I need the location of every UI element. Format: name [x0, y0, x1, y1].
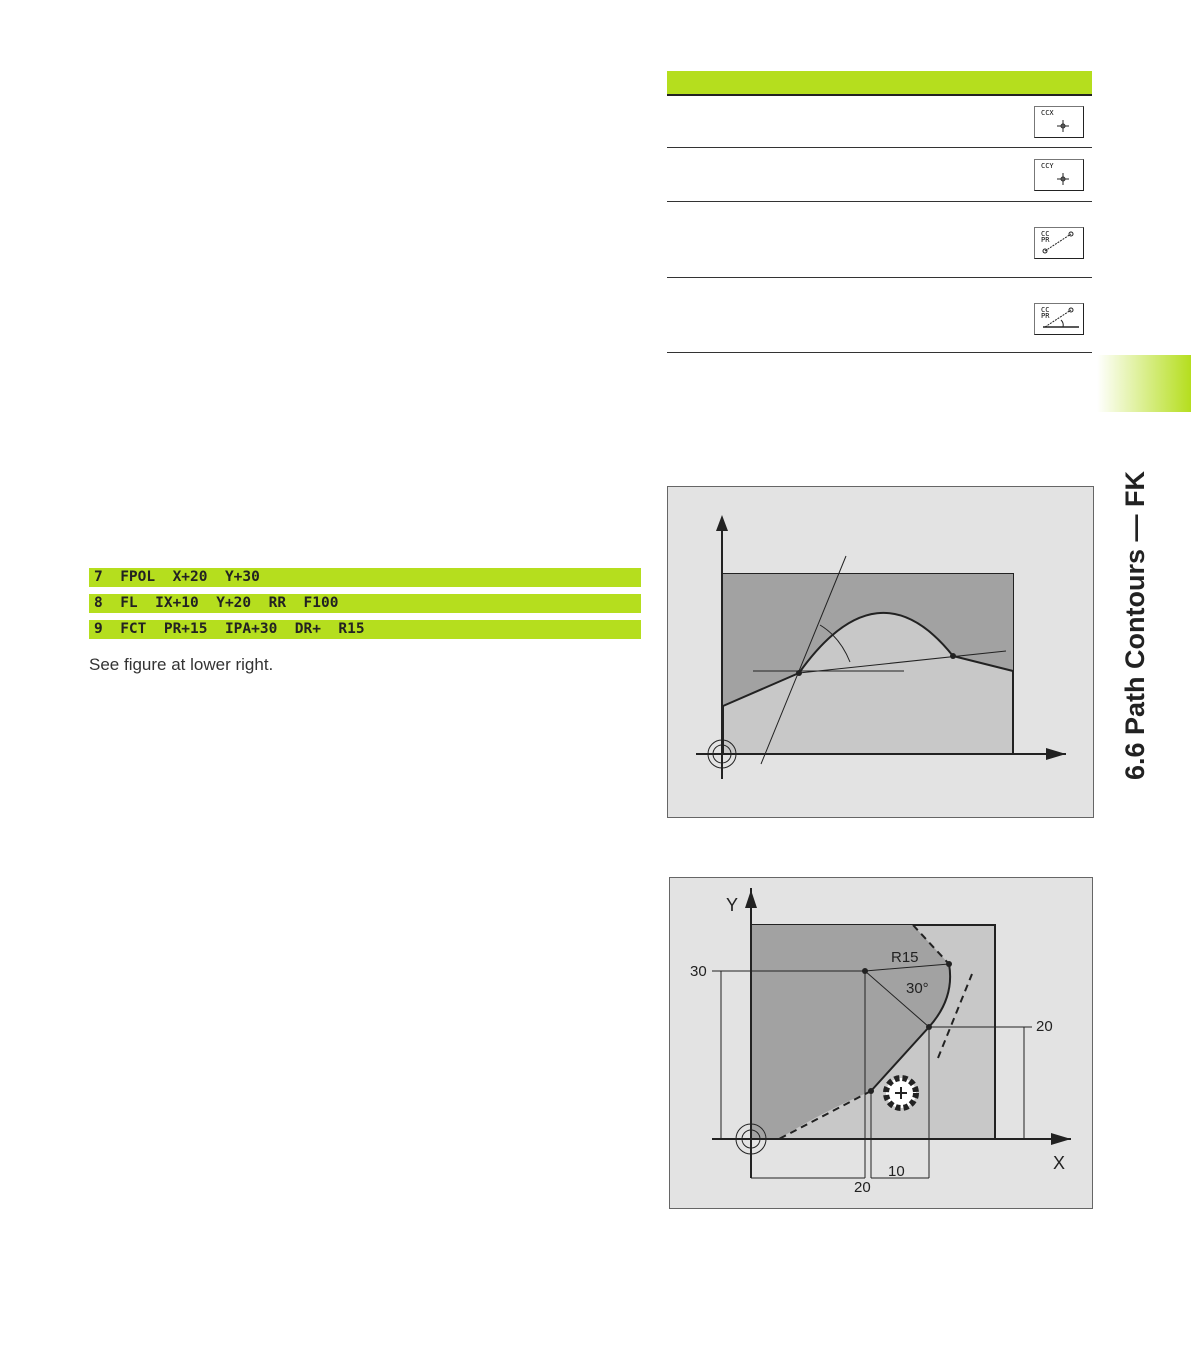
- x-axis-label: X: [1053, 1153, 1066, 1173]
- chapter-tab: [1097, 355, 1191, 412]
- angle-label: 30°: [906, 980, 929, 997]
- ccx-softkey-icon[interactable]: [1034, 106, 1084, 138]
- dim-10: 10: [888, 1163, 905, 1180]
- softkey-label: CCX: [1041, 109, 1054, 117]
- table-header: [667, 71, 1092, 96]
- cc-pr-angle-softkey-icon[interactable]: [1034, 303, 1084, 335]
- code-line: 7 FPOL X+20 Y+30: [89, 568, 641, 587]
- y-axis-label: Y: [726, 895, 739, 915]
- dim-20-x: 20: [854, 1179, 871, 1196]
- table-row: [667, 149, 1092, 202]
- code-line: 8 FL IX+10 Y+20 RR F100: [89, 594, 641, 613]
- paragraph: See figure at lower right.: [89, 655, 274, 674]
- cc-pr-softkey-icon[interactable]: [1034, 227, 1084, 259]
- softkey-label: CCY: [1041, 162, 1054, 170]
- code-line: 9 FCT PR+15 IPA+30 DR+ R15: [89, 620, 641, 639]
- dim-20-y: 20: [1036, 1018, 1053, 1035]
- figure-polar-geometry: [667, 486, 1094, 818]
- table-row: [667, 96, 1092, 148]
- radius-label: R15: [891, 949, 919, 966]
- dim-30: 30: [690, 963, 707, 980]
- table-row: [667, 279, 1092, 353]
- softkey-label: CC PR: [1041, 306, 1050, 320]
- table-row: [667, 203, 1092, 278]
- softkey-label: CC PR: [1041, 230, 1050, 244]
- figure-fct-example: [669, 877, 1093, 1209]
- ccy-softkey-icon[interactable]: [1034, 159, 1084, 191]
- chapter-title: 6.6 Path Contours — FK: [1120, 470, 1150, 780]
